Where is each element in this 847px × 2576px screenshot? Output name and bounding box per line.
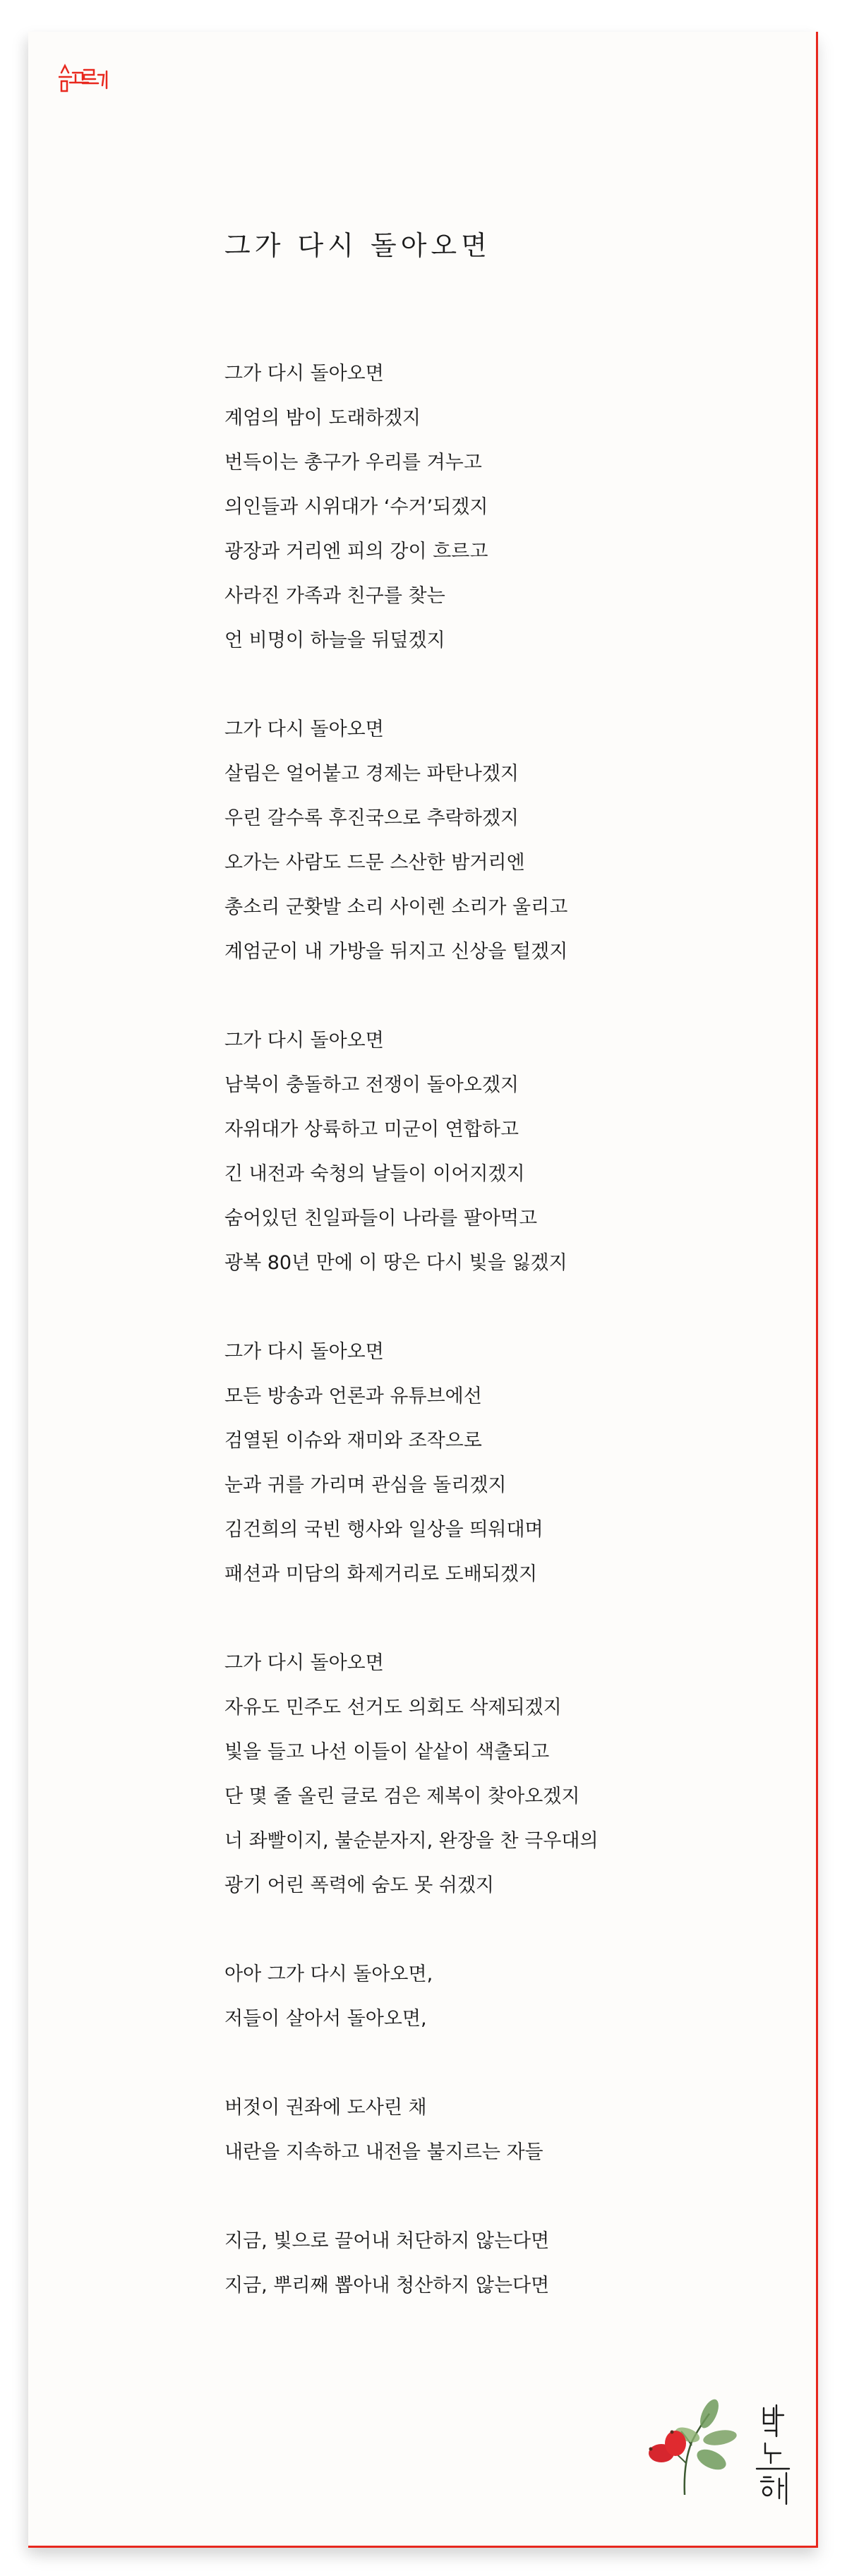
poem-line: 아아 그가 다시 돌아오면, bbox=[224, 1963, 433, 1985]
poem-line: 자유도 민주도 선거도 의회도 삭제되겠지 bbox=[224, 1697, 562, 1719]
poem-line: 지금, 뿌리째 뽑아내 청산하지 않는다면 bbox=[224, 2275, 550, 2297]
poem-line: 내란을 지속하고 내전을 불지르는 자들 bbox=[224, 2141, 543, 2163]
poem-stanza bbox=[224, 1330, 599, 1596]
poem-line: 계엄군이 내 가방을 뒤지고 신상을 털겠지 bbox=[224, 941, 568, 963]
author-signature bbox=[755, 2400, 798, 2505]
poem-line: 우린 갈수록 후진국으로 추락하겠지 bbox=[224, 807, 519, 829]
poem-stanza bbox=[224, 707, 599, 974]
poem-line: 총소리 군홧발 소리 사이렌 소리가 울리고 bbox=[224, 896, 568, 918]
poem-line: 자위대가 상륙하고 미군이 연합하고 bbox=[224, 1119, 519, 1140]
poem-line: 살림은 얼어붙고 경제는 파탄나겠지 bbox=[224, 763, 519, 785]
poem-line: 계엄의 밤이 도래하겠지 bbox=[224, 407, 421, 429]
poem-line: 오가는 사람도 드문 스산한 밤거리엔 bbox=[224, 852, 525, 874]
poem-line: 빛을 들고 나선 이들이 샅샅이 색출되고 bbox=[224, 1741, 550, 1763]
rosehip-illustration bbox=[642, 2393, 741, 2505]
poem-line: 사라진 가족과 친구를 찾는 bbox=[224, 585, 445, 607]
poem-line: 버젓이 권좌에 도사린 채 bbox=[224, 2097, 427, 2119]
poem-line: 광기 어린 폭력에 숨도 못 쉬겠지 bbox=[224, 1874, 494, 1896]
poem-stanza bbox=[224, 1952, 599, 2041]
poem-line: 그가 다시 돌아오면 bbox=[224, 363, 384, 385]
poem-stanza bbox=[224, 2219, 599, 2308]
poem-line: 번득이는 총구가 우리를 겨누고 bbox=[224, 452, 482, 474]
poem-line: 남북이 충돌하고 전쟁이 돌아오겠지 bbox=[224, 1074, 519, 1096]
poem-title: 그가 다시 돌아오면 bbox=[224, 230, 491, 261]
poem-line: 언 비명이 하늘을 뒤덮겠지 bbox=[224, 630, 445, 651]
poem-line: 긴 내전과 숙청의 날들이 이어지겠지 bbox=[224, 1163, 525, 1185]
poem-line: 패션과 미담의 화제거리로 도배되겠지 bbox=[224, 1563, 538, 1585]
poem-stanza bbox=[224, 1018, 599, 1285]
poem-line: 눈과 귀를 가리며 관심을 돌리겠지 bbox=[224, 1474, 507, 1496]
poem-line: 지금, 빛으로 끌어내 처단하지 않는다면 bbox=[224, 2230, 550, 2252]
poem-line: 김건희의 국빈 행사와 일상을 띄워대며 bbox=[224, 1519, 543, 1541]
poem-line: 그가 다시 돌아오면 bbox=[224, 1341, 384, 1363]
poem-line: 의인들과 시위대가 ‘수거’되겠지 bbox=[224, 496, 488, 518]
poem-line: 모든 방송과 언론과 유튜브에선 bbox=[224, 1385, 482, 1407]
poem-stanza bbox=[224, 351, 599, 663]
poem-line: 광장과 거리엔 피의 강이 흐르고 bbox=[224, 541, 488, 562]
poem-line: 그가 다시 돌아오면 bbox=[224, 1030, 384, 1052]
poem-line: 검열된 이슈와 재미와 조작으로 bbox=[224, 1430, 482, 1452]
poem-line: 그가 다시 돌아오면 bbox=[224, 718, 384, 740]
poem-line: 너 좌빨이지, 불순분자지, 완장을 찬 극우대의 bbox=[224, 1830, 599, 1852]
poem-line: 숨어있던 친일파들이 나라를 팔아먹고 bbox=[224, 1208, 538, 1229]
poem-line: 그가 다시 돌아오면 bbox=[224, 1652, 384, 1674]
poem-line: 광복 80년 만에 이 땅은 다시 빛을 잃겠지 bbox=[224, 1252, 567, 1274]
poem-stanza bbox=[224, 1641, 599, 1908]
brand-logo bbox=[59, 53, 122, 116]
poem-line: 저들이 살아서 돌아오면, bbox=[224, 2008, 427, 2030]
poem-card bbox=[28, 32, 818, 2548]
poem-stanza bbox=[224, 2086, 599, 2174]
poem-line: 단 몇 줄 올린 글로 검은 제복이 찾아오겠지 bbox=[224, 1786, 580, 1807]
poem-body bbox=[224, 351, 599, 2352]
